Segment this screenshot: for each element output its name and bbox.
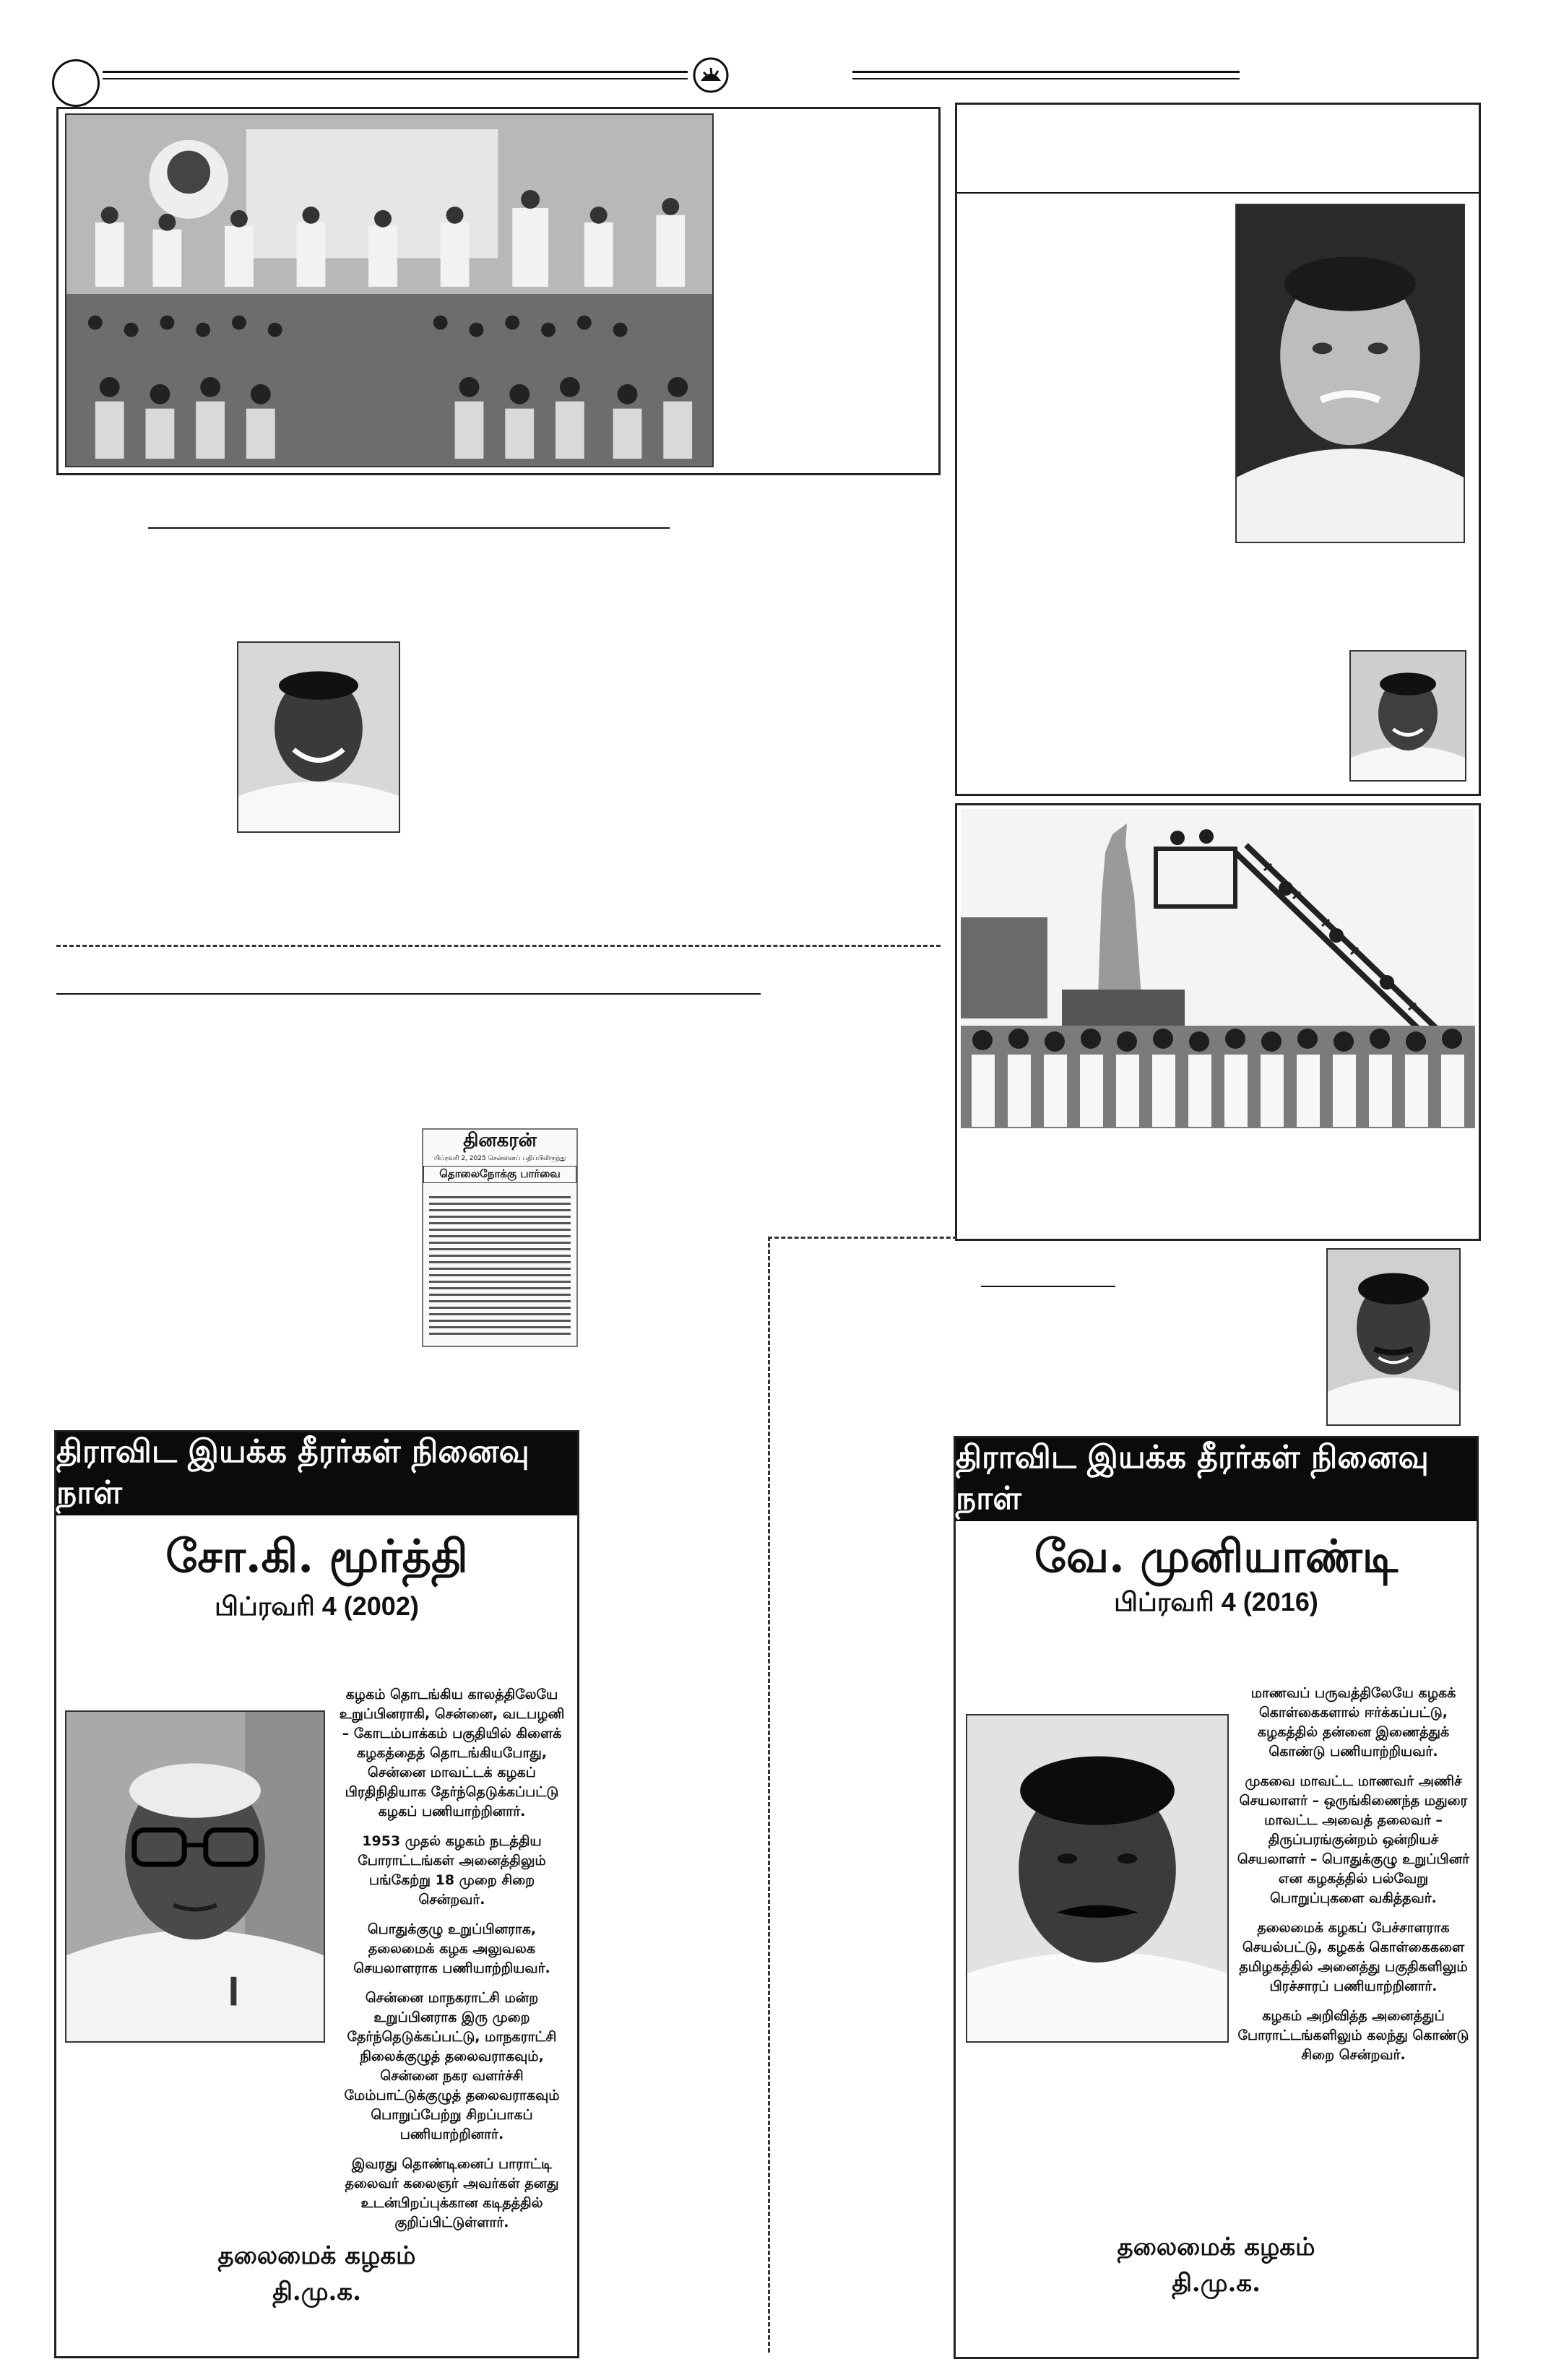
footer-org: தலைமைக் கழகம்	[217, 2241, 416, 2270]
event-stage-audience-photo	[65, 113, 714, 467]
clipping-body-text	[429, 1192, 571, 1341]
smiling-man-portrait	[237, 641, 400, 833]
memorial-ad-name: சோ.கி. மூர்த்தி	[165, 1530, 468, 1583]
section-rule	[148, 527, 670, 529]
memorial-ad-header: திராவிட இயக்க தீரர்கள் நினைவு நாள்	[56, 1432, 577, 1515]
bio-paragraph: பொதுக்குழு உறுப்பினராக, தலைமைக் கழக அலுவலக செயலாளராக பணியாற்றியவர்.	[353, 1921, 550, 1976]
bio-paragraph: சென்னை மாநகராட்சி மன்ற உறுப்பினராக இரு முறை தேர்ந்தெடுக்கப்பட்டு, மாநகராட்சி நிலைக்குழுத் தலைவராகவும், சென்னை நகர வளர்ச்சி மேம்பாட்டுக்குழுத் தலைவராகவும் பொறுப்பேற்று சிறப்பாகப் பணியாற்றினார்.	[344, 1990, 560, 2142]
newspaper-clipping	[422, 1128, 578, 1347]
bio-paragraph: தலைமைக் கழகப் பேச்சாளராக செயல்பட்டு, கழகக் கொள்கைகளை தமிழகத்தில் அனைத்து பகுதிகளிலும் பிரச்சாரப் பணியாற்றினார்.	[1239, 1920, 1468, 1994]
dashed-separator	[56, 945, 941, 947]
memorial-ad-bio	[334, 1685, 569, 2243]
footer-party: தி.மு.க.	[272, 2277, 361, 2306]
man-with-mustache-portrait	[1326, 1248, 1461, 1426]
dashed-separator	[768, 1237, 957, 1239]
footer-org: தலைமைக் கழகம்	[1117, 2233, 1315, 2262]
small-man-portrait	[1349, 650, 1466, 782]
right-box-header-rule	[957, 192, 1479, 194]
bio-paragraph: கழகம் அறிவித்த அனைத்துப் போராட்டங்களிலும் கலந்து கொண்டு சிறை சென்றவர்.	[1237, 2008, 1469, 2063]
memorial-ad-name: வே. முனியாண்டி	[1034, 1530, 1399, 1583]
bio-paragraph: மாணவப் பருவத்திலேயே கழகக் கொள்கைகளால் ஈர்க்கப்பட்டு, கழகத்தில் தன்னை இணைத்துக் கொண்டு பணியாற்றியவர்.	[1250, 1685, 1456, 1760]
clipping-title: தினகரன்	[463, 1130, 537, 1151]
rising-sun-emblem-icon	[692, 56, 730, 94]
clipping-subtitle: பிப்ரவரி 2, 2025 சென்னைப் பதிப்பிலிருந்து	[433, 1155, 566, 1162]
bio-paragraph: கழகம் தொடங்கிய காலத்திலேயே உறுப்பினராகி, சென்னை, வடபழனி – கோடம்பாக்கம் பகுதியில் கிளைக் கழகத்தைத் தொடங்கியபோது, சென்னை மாவட்டக் கழகப் பிரதிநிதியாக தேர்ந்தெடுக்கப்பட்டு கழகப் பணியாற்றினார்.	[339, 1687, 565, 1819]
dashed-column-divider	[768, 1237, 770, 2353]
section-rule	[981, 1286, 1115, 1287]
elder-leader-portrait	[1235, 204, 1465, 543]
memorial-ad-footer	[956, 2229, 1477, 2301]
footer-party: தி.மு.க.	[1172, 2269, 1261, 2298]
memorial-ad-muniyandi	[954, 1436, 1479, 2359]
bio-paragraph: முகவை மாவட்ட மாணவர் அணிச் செயலாளர் – ஒருங்கிணைந்த மதுரை மாவட்ட அவைத் தலைவர் – திருப்பரங்குன்றம் ஒன்றியச் செயலாளர் – பொதுக்குழு உறுப்பினர் என கழகத்தில் பல்வேறு பொறுப்புகளை வகித்தவர்.	[1237, 1773, 1470, 1906]
section-rule	[56, 993, 761, 995]
memorial-ad-header: திராவிட இயக்க தீரர்கள் நினைவு நாள்	[956, 1438, 1477, 1521]
memorial-ad-bio	[1236, 1684, 1471, 2075]
memorial-ad-date: பிப்ரவரி 4 (2002)	[215, 1591, 419, 1621]
memorial-ad-murthy	[54, 1430, 579, 2358]
murthy-portrait	[65, 1710, 325, 2043]
muniyandi-portrait	[966, 1714, 1229, 2043]
memorial-ad-footer	[56, 2238, 577, 2310]
memorial-ad-date: பிப்ரவரி 4 (2016)	[1114, 1587, 1318, 1617]
bio-paragraph: இவரது தொண்டினைப் பாராட்டி தலைவர் கலைஞர் அவர்கள் தனது உடன்பிறப்புக்கான கடிதத்தில் குறிப்பிட்டுள்ளார்.	[345, 2156, 559, 2230]
masthead-rule-right-top	[852, 71, 1240, 73]
masthead-rule-right-bottom	[852, 78, 1240, 79]
clipping-heading: தொலைநோக்கு பார்வை	[423, 1166, 576, 1183]
statue-garlanding-crowd-photo	[961, 809, 1475, 1128]
masthead-rule-left-bottom	[103, 78, 688, 79]
masthead-rule-left-top	[103, 71, 688, 73]
bio-paragraph: 1953 முதல் கழகம் நடத்திய போராட்டங்கள் அனைத்திலும் பங்கேற்று 18 முறை சிறை சென்றவர்.	[358, 1833, 546, 1908]
page-number-circle-icon	[52, 59, 100, 107]
